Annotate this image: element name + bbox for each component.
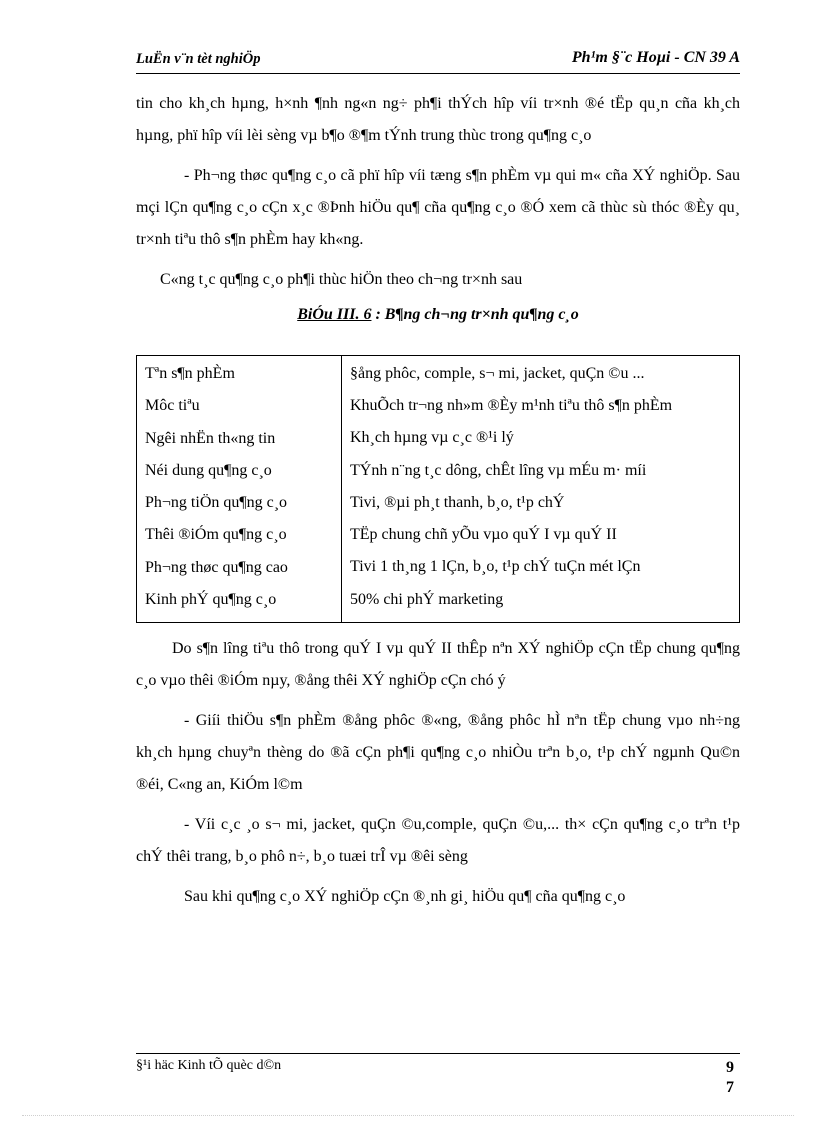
row-label: Kinh phÝ qu¶ng c¸o xyxy=(145,591,277,609)
row-label: Thêi ®iÓm qu¶ng c¸o xyxy=(145,526,287,544)
row-value: 50% chi phÝ marketing xyxy=(350,590,504,608)
header-author: Ph¹m §¨c Hoµi - CN 39 A xyxy=(571,49,740,66)
paragraph-1: tin cho kh¸ch hµng, h×nh ¶nh ng«n ng÷ ph¶i thÝch hîp víi tr×nh ®é tËp qu¸n cña kh¸ch hµng, phï hîp víi lèi sèng vµ b¶o ®¶m tÝnh trung thùc trong qu¶ng c¸o xyxy=(136,95,740,144)
page-number-bottom: 7 xyxy=(726,1079,734,1096)
row-value: §ång phôc, comple, s¬ mi, jacket, quÇn ©u ... xyxy=(350,365,645,382)
page-header xyxy=(136,49,740,74)
paragraph-6: - Víi c¸c ¸o s¬ mi, jacket, quÇn ©u,comple, quÇn ©u,... th× cÇn qu¶ng c¸o trªn t¹p chÝ thêi trang, b¸o phô n÷, b¸o tuæi trÎ vµ ®êi sèng xyxy=(136,816,740,866)
caption-label: BiÓu III. 6 xyxy=(297,306,372,323)
caption-title: : B¶ng ch¬ng tr×nh qu¶ng c¸o xyxy=(371,306,579,323)
table-right-column xyxy=(342,356,740,623)
paragraph-5: - Giíi thiÖu s¶n phÈm ®ång phôc ®«ng, ®ång phôc hÌ nªn tËp chung vµo nh÷ng kh¸ch hµng chuyªn thèng do ®ã cÇn ph¶i qu¶ng c¸o nhiÒu trªn b¸o, t¹p chÝ ngµnh Qu©n ®éi, C«ng an, KiÓm l©m xyxy=(136,712,740,794)
row-label: Môc tiªu xyxy=(145,397,200,415)
page-footer xyxy=(136,1053,740,1096)
table-row xyxy=(137,356,740,623)
page-content xyxy=(136,88,740,913)
footer-university: §¹i häc Kinh tÕ quèc d©n xyxy=(136,1058,282,1073)
paragraph-7: Sau khi qu¶ng c¸o XÝ nghiÖp cÇn ®¸nh gi¸ hiÖu qu¶ cña qu¶ng c¸o xyxy=(184,888,626,906)
header-thesis-title: LuËn v¨n tèt nghiÖp xyxy=(136,51,261,67)
table-caption xyxy=(136,299,740,331)
row-label: Ngêi nhËn th«ng tin xyxy=(145,429,276,447)
page-number-top: 9 xyxy=(726,1059,734,1076)
page-number xyxy=(724,1058,736,1098)
paragraph-2: - Ph¬ng thøc qu¶ng c¸o cã phï hîp víi tæng s¶n phÈm vµ qui m« cña XÝ nghiÖp. Sau mçi lÇn qu¶ng c¸o cÇn x¸c ®Þnh hiÖu qu¶ cña qu¶ng c¸o ®Ó xem cã thùc sù thóc ®Èy qu¸ tr×nh tiªu thô s¶n phÈm hay kh«ng. xyxy=(136,167,740,248)
row-value: KhuÕch tr¬ng nh»m ®Èy m¹nh tiªu thô s¶n phÈm xyxy=(350,397,673,415)
row-value: Kh¸ch hµng vµ c¸c ®¹i lý xyxy=(350,429,514,447)
page-bottom-divider xyxy=(22,1115,794,1116)
row-value: TÝnh n¨ng t¸c dông, chÊt lîng vµ mÉu m· míi xyxy=(350,461,647,479)
row-value: Tivi, ®µi ph¸t thanh, b¸o, t¹p chÝ xyxy=(350,493,565,511)
paragraph-3: C«ng t¸c qu¶ng c¸o ph¶i thùc hiÖn theo ch¬ng tr×nh sau xyxy=(160,271,523,288)
paragraph-4: Do s¶n lîng tiªu thô trong quÝ I vµ quÝ II thÊp nªn XÝ nghiÖp cÇn tËp chung qu¶ng c¸o vµo thêi ®iÓm nµy, ®ång thêi XÝ nghiÖp cÇn chó ý xyxy=(136,640,740,690)
row-value: Tivi 1 th¸ng 1 lÇn, b¸o, t¹p chÝ tuÇn mét lÇn xyxy=(350,558,641,576)
table-left-column xyxy=(137,356,342,623)
row-label: Tªn s¶n phÈm xyxy=(145,365,235,382)
row-label: Ph¬ng thøc qu¶ng cao xyxy=(145,558,288,576)
row-label: Ph¬ng tiÖn qu¶ng c¸o xyxy=(145,494,288,512)
advertising-program-table xyxy=(136,355,740,623)
row-label: Néi dung qu¶ng c¸o xyxy=(145,461,272,479)
row-value: TËp chung chñ yÕu vµo quÝ I vµ quÝ II xyxy=(350,526,617,544)
